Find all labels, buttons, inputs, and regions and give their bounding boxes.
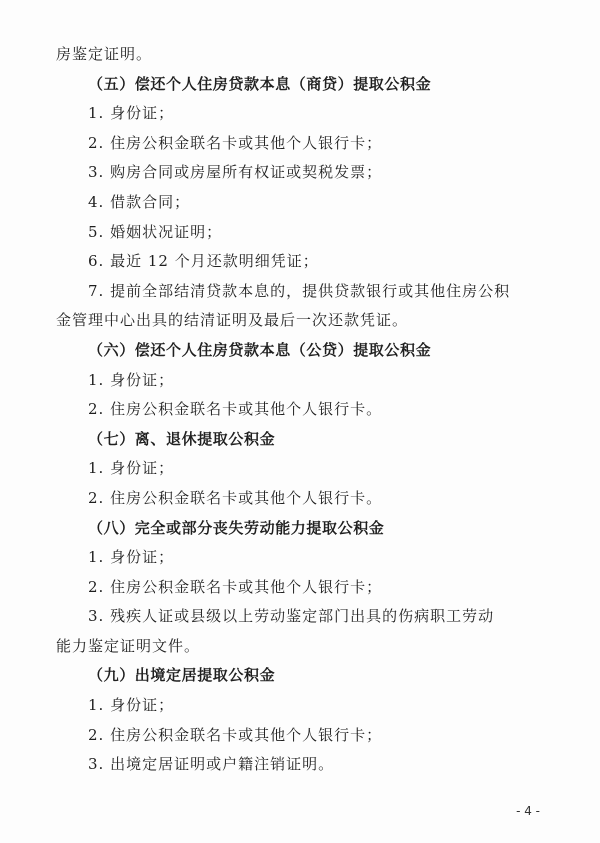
section-heading: （八）完全或部分丧失劳动能力提取公积金: [88, 518, 385, 537]
paragraph-line: 房鉴定证明。: [56, 45, 153, 63]
section-heading: （九）出境定居提取公积金: [88, 666, 276, 685]
paragraph-line: 2. 住房公积金联名卡或其他个人银行卡；: [88, 577, 383, 596]
paragraph-line: 3. 出境定居证明或户籍注销证明。: [88, 755, 335, 774]
paragraph-line: 2. 住房公积金联名卡或其他个人银行卡。: [88, 488, 383, 507]
paragraph-line: 2. 住房公积金联名卡或其他个人银行卡。: [88, 400, 383, 419]
paragraph-line: 3. 残疾人证或县级以上劳动鉴定部门出具的伤病职工劳动: [88, 607, 495, 626]
paragraph-line: 1. 身份证；: [88, 696, 175, 715]
paragraph-line: 4. 借款合同；: [88, 192, 191, 211]
paragraph-line: 能力鉴定证明文件。: [56, 636, 201, 655]
paragraph-line: 2. 住房公积金联名卡或其他个人银行卡；: [88, 725, 383, 744]
paragraph-line: 1. 身份证；: [88, 459, 175, 478]
paragraph-line: 6. 最近 12 个月还款明细凭证；: [88, 252, 319, 271]
section-heading: （五）偿还个人住房贷款本息（商贷）提取公积金: [88, 74, 432, 93]
document-body: [56, 40, 550, 780]
section-heading: （六）偿还个人住房贷款本息（公贷）提取公积金: [88, 340, 432, 359]
paragraph-line: 5. 婚姻状况证明；: [88, 222, 223, 241]
paragraph-line: 7. 提前全部结清贷款本息的，提供贷款银行或其他住房公积: [88, 281, 511, 300]
paragraph-line: 2. 住房公积金联名卡或其他个人银行卡；: [88, 133, 383, 152]
page-number: - 4 -: [516, 804, 540, 818]
paragraph-line: 金管理中心出具的结清证明及最后一次还款凭证。: [56, 311, 409, 330]
paragraph-line: 1. 身份证；: [88, 104, 175, 123]
section-heading: （七）离、退休提取公积金: [88, 429, 276, 448]
paragraph-line: 1. 身份证；: [88, 548, 175, 567]
paragraph-line: 3. 购房合同或房屋所有权证或契税发票；: [88, 163, 383, 182]
paragraph-line: 1. 身份证；: [88, 370, 175, 389]
